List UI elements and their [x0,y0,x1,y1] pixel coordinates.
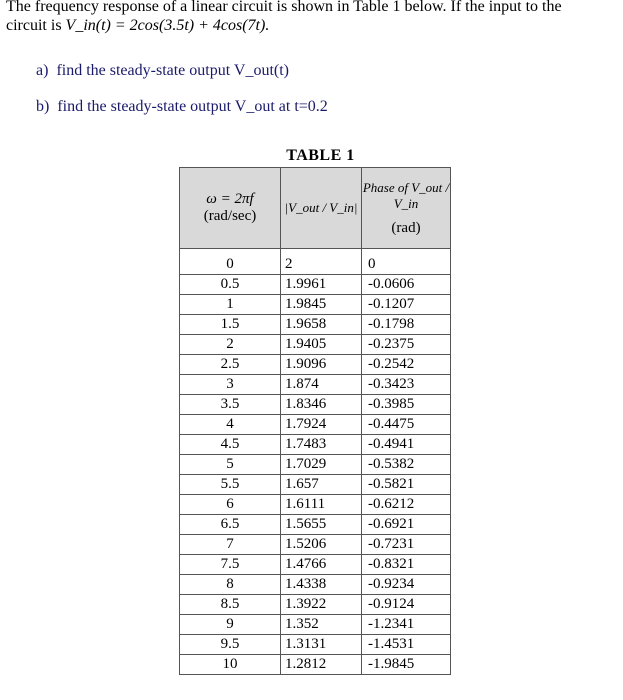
magnitude-header [281,168,362,249]
phase-cell: -0.3423 [362,375,451,395]
table-row [180,335,451,355]
problem-statement [6,0,616,35]
question-a [36,62,289,80]
phase-cell: -0.5821 [362,475,451,495]
magnitude-cell: 1.3922 [281,595,362,615]
table-row [180,495,451,515]
phase-cell: -0.6921 [362,515,451,535]
table-row [180,375,451,395]
omega-cell: 2 [180,335,281,355]
magnitude-header-text: |V_out / V_in| [284,199,358,215]
table-row [180,455,451,475]
magnitude-cell: 1.4338 [281,575,362,595]
magnitude-cell: 2 [281,249,362,275]
phase-cell: -0.1207 [362,295,451,315]
frequency-response-table [179,167,451,675]
magnitude-cell: 1.9961 [281,275,362,295]
omega-cell: 7 [180,535,281,555]
phase-cell: -0.0606 [362,275,451,295]
omega-cell: 3 [180,375,281,395]
phase-cell: -0.3985 [362,395,451,415]
omega-cell: 9 [180,615,281,635]
omega-cell: 4 [180,415,281,435]
magnitude-cell: 1.7924 [281,415,362,435]
magnitude-cell: 1.5655 [281,515,362,535]
omega-header-line1: ω = 2πf [206,191,254,207]
phase-cell: -0.4475 [362,415,451,435]
phase-cell: -0.9124 [362,595,451,615]
magnitude-cell: 1.6111 [281,495,362,515]
phase-cell: -0.8321 [362,555,451,575]
magnitude-cell: 1.7483 [281,435,362,455]
magnitude-cell: 1.352 [281,615,362,635]
phase-cell: -0.1798 [362,315,451,335]
question-b-text: find the steady-state output V_out at t=0.2 [57,98,328,115]
question-a-text: find the steady-state output V_out(t) [56,62,289,79]
omega-cell: 4.5 [180,435,281,455]
table-row [180,635,451,655]
omega-header [180,168,281,249]
phase-cell: -0.5382 [362,455,451,475]
phase-header-line2: (rad) [391,219,421,236]
magnitude-cell: 1.9096 [281,355,362,375]
phase-cell: -1.4531 [362,635,451,655]
table-row [180,615,451,635]
omega-header-line2: (rad/sec) [203,208,257,224]
magnitude-cell: 1.5206 [281,535,362,555]
omega-cell: 1 [180,295,281,315]
table-row [180,535,451,555]
phase-cell: -1.2341 [362,615,451,635]
table-row [180,315,451,335]
omega-cell: 6.5 [180,515,281,535]
magnitude-cell: 1.9405 [281,335,362,355]
phase-cell: -0.6212 [362,495,451,515]
table-row [180,435,451,455]
table-row [180,249,451,275]
phase-cell: -1.9845 [362,655,451,675]
omega-cell: 1.5 [180,315,281,335]
question-b [36,98,328,116]
magnitude-cell: 1.2812 [281,655,362,675]
table-row [180,555,451,575]
omega-cell: 3.5 [180,395,281,415]
omega-cell: 5.5 [180,475,281,495]
input-expression: V_in(t) = 2cos(3.5t) + 4cos(7t). [65,17,270,34]
table-row [180,475,451,495]
magnitude-cell: 1.657 [281,475,362,495]
magnitude-cell: 1.8346 [281,395,362,415]
omega-cell: 7.5 [180,555,281,575]
magnitude-cell: 1.7029 [281,455,362,475]
magnitude-cell: 1.4766 [281,555,362,575]
omega-cell: 6 [180,495,281,515]
magnitude-cell: 1.3131 [281,635,362,655]
table-row [180,515,451,535]
phase-header-line1: Phase of V_out / V_in [362,179,450,211]
omega-cell: 2.5 [180,355,281,375]
magnitude-cell: 1.9845 [281,295,362,315]
omega-cell: 9.5 [180,635,281,655]
phase-cell: -0.2375 [362,335,451,355]
phase-cell: -0.4941 [362,435,451,455]
question-b-label: b) [36,98,50,115]
phase-cell: -0.7231 [362,535,451,555]
omega-cell: 10 [180,655,281,675]
phase-header [362,168,451,249]
table-header-row [180,168,451,249]
intro-line-2 [6,16,616,35]
phase-cell: -0.9234 [362,575,451,595]
magnitude-cell: 1.9658 [281,315,362,335]
table-caption: TABLE 1 [286,147,355,164]
phase-cell: 0 [362,249,451,275]
omega-cell: 0 [180,249,281,275]
question-a-label: a) [36,62,49,79]
table-body [180,249,451,675]
table-row [180,295,451,315]
table-row [180,415,451,435]
phase-cell: -0.2542 [362,355,451,375]
magnitude-cell: 1.874 [281,375,362,395]
table-row [180,355,451,375]
omega-cell: 8.5 [180,595,281,615]
table-row [180,575,451,595]
table-row [180,595,451,615]
omega-cell: 8 [180,575,281,595]
table-row [180,395,451,415]
omega-cell: 0.5 [180,275,281,295]
intro-line-2-prefix: circuit is [6,17,66,34]
intro-line-1: The frequency response of a linear circuit is shown in Table 1 below. If the input to the [6,0,562,15]
table-row [180,275,451,295]
omega-cell: 5 [180,455,281,475]
table-row [180,655,451,675]
